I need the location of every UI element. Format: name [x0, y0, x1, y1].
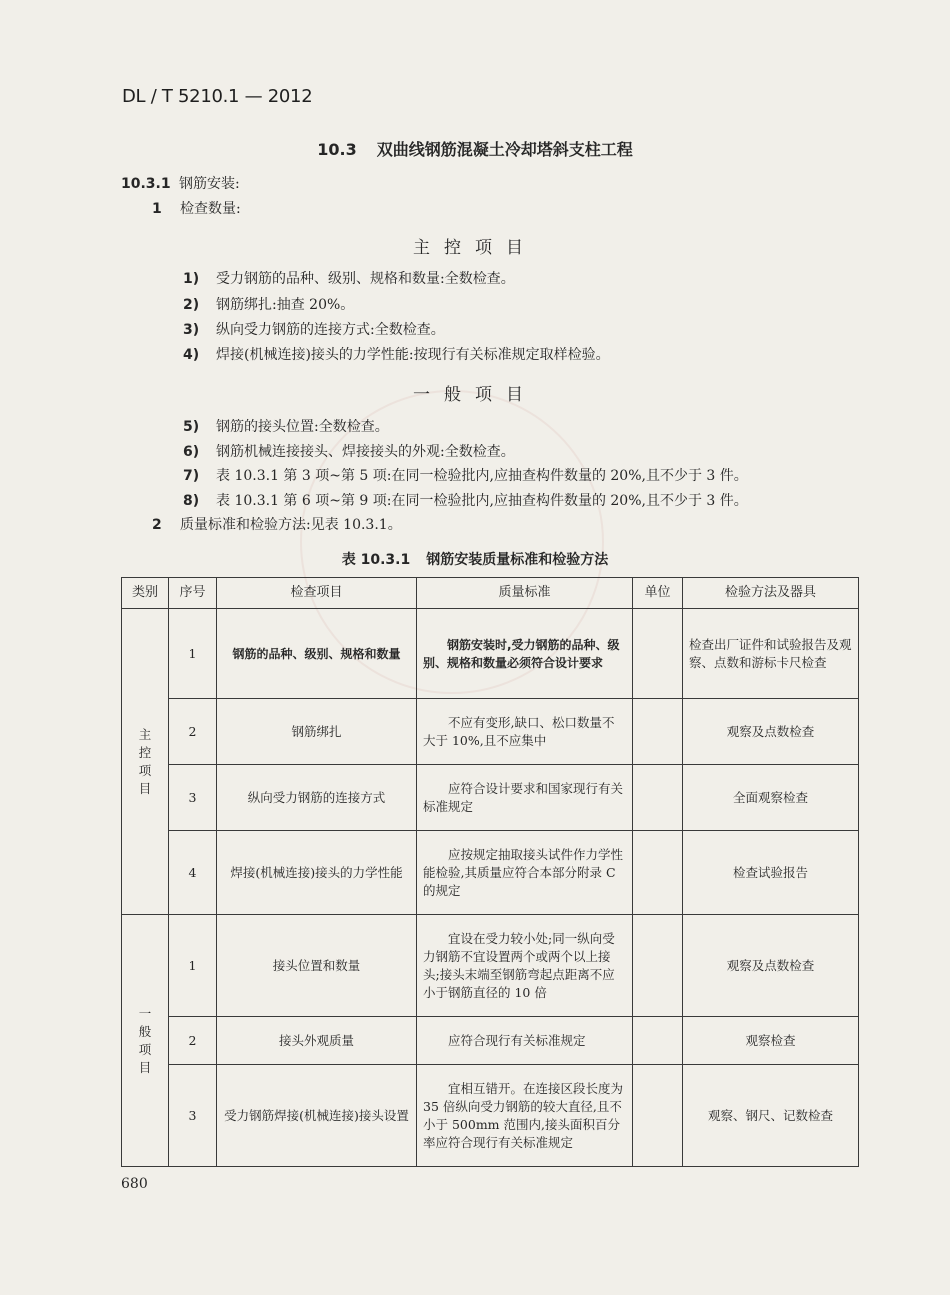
- main-item-4: [183, 344, 610, 364]
- row-item: 受力钢筋焊接(机械连接)接头设置: [217, 1065, 417, 1167]
- table-row: [122, 1017, 859, 1065]
- table-row: [122, 1065, 859, 1167]
- main-item-2-text: 钢筋绑扎:抽查 20%。: [216, 297, 355, 313]
- category-general-label: 一 般 项 目: [138, 1005, 152, 1075]
- row-seq: 3: [169, 765, 217, 831]
- row-seq: 4: [169, 831, 217, 915]
- table-row: [122, 609, 859, 699]
- category-main-control: [122, 609, 169, 915]
- general-item-6: [183, 441, 515, 461]
- item-text: 检查数量:: [180, 201, 241, 217]
- category-main-label: 主 控 项 目: [138, 726, 152, 796]
- general-item-6-num: 6): [183, 444, 200, 460]
- table-caption-number: 表 10.3.1: [341, 552, 411, 568]
- row-method: 全面观察检查: [683, 765, 859, 831]
- row-standard: 宜相互错开。在连接区段长度为 35 倍纵向受力钢筋的较大直径,且不小于 500mm 范围内,接头面积百分率应符合现行有关标准规定: [417, 1065, 633, 1167]
- row-unit: [633, 609, 683, 699]
- section-title-text: 双曲线钢筋混凝土冷却塔斜支柱工程: [376, 140, 633, 159]
- section-title: [0, 137, 950, 160]
- header-standard: 质量标准: [417, 578, 633, 609]
- header-unit: 单位: [633, 578, 683, 609]
- row-item: 焊接(机械连接)接头的力学性能: [217, 831, 417, 915]
- general-item-7: [183, 465, 748, 485]
- general-item-6-text: 钢筋机械连接接头、焊接接头的外观:全数检查。: [216, 444, 515, 460]
- main-item-3-num: 3): [183, 322, 200, 338]
- row-item: 接头外观质量: [217, 1017, 417, 1065]
- row-seq: 1: [169, 609, 217, 699]
- table-row: [122, 765, 859, 831]
- row-item: 钢筋绑扎: [217, 699, 417, 765]
- page-number: 680: [121, 1176, 148, 1192]
- general-item-8-num: 8): [183, 493, 200, 509]
- section-number: 10.3: [317, 140, 357, 159]
- row-method: 观察、钢尺、记数检查: [683, 1065, 859, 1167]
- row-seq: 3: [169, 1065, 217, 1167]
- row-method: 观察检查: [683, 1017, 859, 1065]
- category-general: [122, 915, 169, 1167]
- main-control-heading: 主控项目: [413, 238, 537, 258]
- general-item-8: [183, 490, 748, 510]
- row-unit: [633, 831, 683, 915]
- row-standard: 不应有变形,缺口、松口数量不大于 10%,且不应集中: [417, 699, 633, 765]
- main-item-2-num: 2): [183, 297, 200, 313]
- general-item-5-num: 5): [183, 419, 200, 435]
- main-item-1-text: 受力钢筋的品种、级别、规格和数量:全数检查。: [216, 271, 515, 287]
- subsection-number: 10.3.1: [121, 176, 171, 192]
- header-method: 检验方法及器具: [683, 578, 859, 609]
- main-item-2: [183, 294, 354, 314]
- general-item-8-text: 表 10.3.1 第 6 项~第 9 项:在同一检验批内,应抽查构件数量的 20%,且不少于 3 件。: [216, 493, 748, 509]
- row-item: 纵向受力钢筋的连接方式: [217, 765, 417, 831]
- general-item-7-num: 7): [183, 468, 200, 484]
- item2-number: 2: [152, 517, 162, 533]
- row-standard: 应按规定抽取接头试件作力学性能检验,其质量应符合本部分附录 C 的规定: [417, 831, 633, 915]
- standard-code: DL / T 5210.1 — 2012: [122, 86, 313, 107]
- general-item-7-text: 表 10.3.1 第 3 项~第 5 项:在同一检验批内,应抽查构件数量的 20%,且不少于 3 件。: [216, 468, 748, 484]
- row-standard: 宜设在受力较小处;同一纵向受力钢筋不宜设置两个或两个以上接头;接头末端至钢筋弯起点距离不应小于钢筋直径的 10 倍: [417, 915, 633, 1017]
- row-item: 钢筋的品种、级别、规格和数量: [217, 609, 417, 699]
- table-row: [122, 831, 859, 915]
- header-category: 类别: [122, 578, 169, 609]
- row-standard: 钢筋安装时,受力钢筋的品种、级别、规格和数量必须符合设计要求: [417, 609, 633, 699]
- quality-standard-heading: [152, 514, 402, 534]
- table-row: [122, 915, 859, 1017]
- row-method: 观察及点数检查: [683, 915, 859, 1017]
- main-item-1-num: 1): [183, 271, 200, 287]
- item-number: 1: [152, 201, 162, 217]
- header-item: 检查项目: [217, 578, 417, 609]
- general-item-5-text: 钢筋的接头位置:全数检查。: [216, 419, 389, 435]
- row-unit: [633, 699, 683, 765]
- row-seq: 2: [169, 699, 217, 765]
- main-item-4-num: 4): [183, 347, 200, 363]
- main-item-3-text: 纵向受力钢筋的连接方式:全数检查。: [216, 322, 445, 338]
- row-unit: [633, 915, 683, 1017]
- row-standard: 应符合现行有关标准规定: [417, 1017, 633, 1065]
- row-unit: [633, 1017, 683, 1065]
- row-unit: [633, 765, 683, 831]
- quality-table: [121, 577, 859, 1167]
- check-quantity-heading: [152, 198, 241, 218]
- table-header-row: [122, 578, 859, 609]
- main-item-3: [183, 319, 445, 339]
- row-seq: 2: [169, 1017, 217, 1065]
- row-seq: 1: [169, 915, 217, 1017]
- main-item-4-text: 焊接(机械连接)接头的力学性能:按现行有关标准规定取样检验。: [216, 347, 610, 363]
- row-method: 检查试验报告: [683, 831, 859, 915]
- item2-text: 质量标准和检验方法:见表 10.3.1。: [180, 517, 402, 533]
- general-heading: 一般项目: [413, 385, 537, 405]
- main-item-1: [183, 268, 515, 288]
- row-standard: 应符合设计要求和国家现行有关标准规定: [417, 765, 633, 831]
- row-method: 观察及点数检查: [683, 699, 859, 765]
- subsection-title: 钢筋安装:: [179, 176, 240, 192]
- general-item-5: [183, 416, 389, 436]
- header-seq: 序号: [169, 578, 217, 609]
- table-caption-title: 钢筋安装质量标准和检验方法: [426, 552, 609, 568]
- subsection-heading: [121, 173, 240, 193]
- row-unit: [633, 1065, 683, 1167]
- row-method: 检查出厂证件和试验报告及观察、点数和游标卡尺检查: [683, 609, 859, 699]
- table-row: [122, 699, 859, 765]
- table-caption: [0, 549, 950, 569]
- row-item: 接头位置和数量: [217, 915, 417, 1017]
